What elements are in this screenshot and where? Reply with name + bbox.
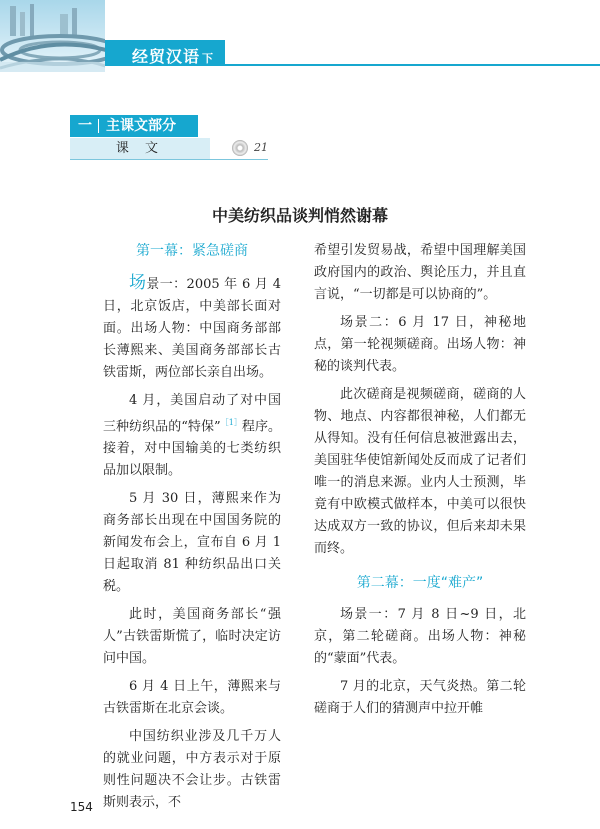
dropcap: 场 (129, 273, 147, 293)
cd-icon (232, 140, 248, 156)
section-tag (70, 115, 198, 137)
paragraph: 希望引发贸易战，希望中国理解美国政府国内的政治、舆论压力，并且直言说，“一切都是可以协商的”。 (314, 243, 526, 302)
paragraph: 场景一：7 月 8 日~9 日，北京，第二轮磋商。出场人物：神秘的“蒙面”代表。 (314, 607, 526, 666)
scene2-title: 第二幕：一度“难产” (356, 575, 484, 591)
lesson-rule (70, 159, 268, 160)
lesson-label: 课 文 (70, 138, 210, 159)
paragraph: 5 月 30 日，薄熙来作为商务部长出现在中国国务院的新闻发布会上，宣布自 6 月 1 日起取消 81 种纺织品出口关税。 (103, 491, 281, 595)
section-number: 一 (78, 118, 92, 134)
scene1-title: 第一幕：紧急磋商 (136, 243, 248, 259)
footnote-ref[interactable]: ［1］ (220, 418, 242, 427)
page-header (0, 0, 600, 72)
paragraph (103, 390, 281, 482)
paragraph: 7 月的北京，天气炎热。第二轮磋商于人们的猜测声中拉开帷 (314, 679, 526, 716)
paragraph: 中国纺织业涉及几千万人的就业问题，中方表示对于原则性问题决不会让步。古铁雷斯则表示，不 (103, 729, 281, 811)
page-number: 154 (70, 800, 93, 814)
left-column (103, 240, 281, 820)
header-rule (225, 64, 600, 66)
paragraph-text: 景一：2005 年 6 月 4 日，北京饭店，中美部长面对面。出场人物：中国商务部部长薄熙来、美国商务部部长古铁雷斯，两位部长亲自出场。 (103, 277, 282, 380)
right-column (314, 240, 526, 726)
paragraph: 此时，美国商务部长“强人”古铁雷斯慌了，临时决定访问中国。 (103, 607, 281, 667)
book-title (132, 44, 214, 67)
paragraph-text: 程序。接着，对中国输美的七类纺织品加以限制。 (103, 419, 281, 479)
paragraph (103, 272, 281, 384)
paragraph: 6 月 4 日上午，薄熙来与古铁雷斯在北京会谈。 (103, 679, 281, 717)
track-number: 21 (254, 141, 268, 154)
section-label: 主课文部分 (106, 118, 176, 134)
paragraph: 此次磋商是视频磋商，磋商的人物、地点、内容都很神秘，人们都无从得知。没有任何信息被泄露出去，美国驻华使馆新闻处反而成了记者们唯一的消息来源。业内人士预测，毕竟有中欧模式做样本，中美可以很快达成双方一致的协议，但后来却未果而终。 (314, 387, 526, 556)
paragraph-text: 4 月，美国启动了对中国三种纺织品的“特保” (103, 393, 281, 435)
article-title: 中美纺织品谈判悄然谢幕 (211, 206, 388, 225)
book-title-text: 经贸汉语 (132, 47, 201, 66)
section-divider (98, 119, 99, 133)
paragraph: 场景二：6 月 17 日，神秘地点，第一轮视频磋商。出场人物：神秘的谈判代表。 (314, 315, 526, 374)
book-volume: 下 (202, 52, 215, 65)
